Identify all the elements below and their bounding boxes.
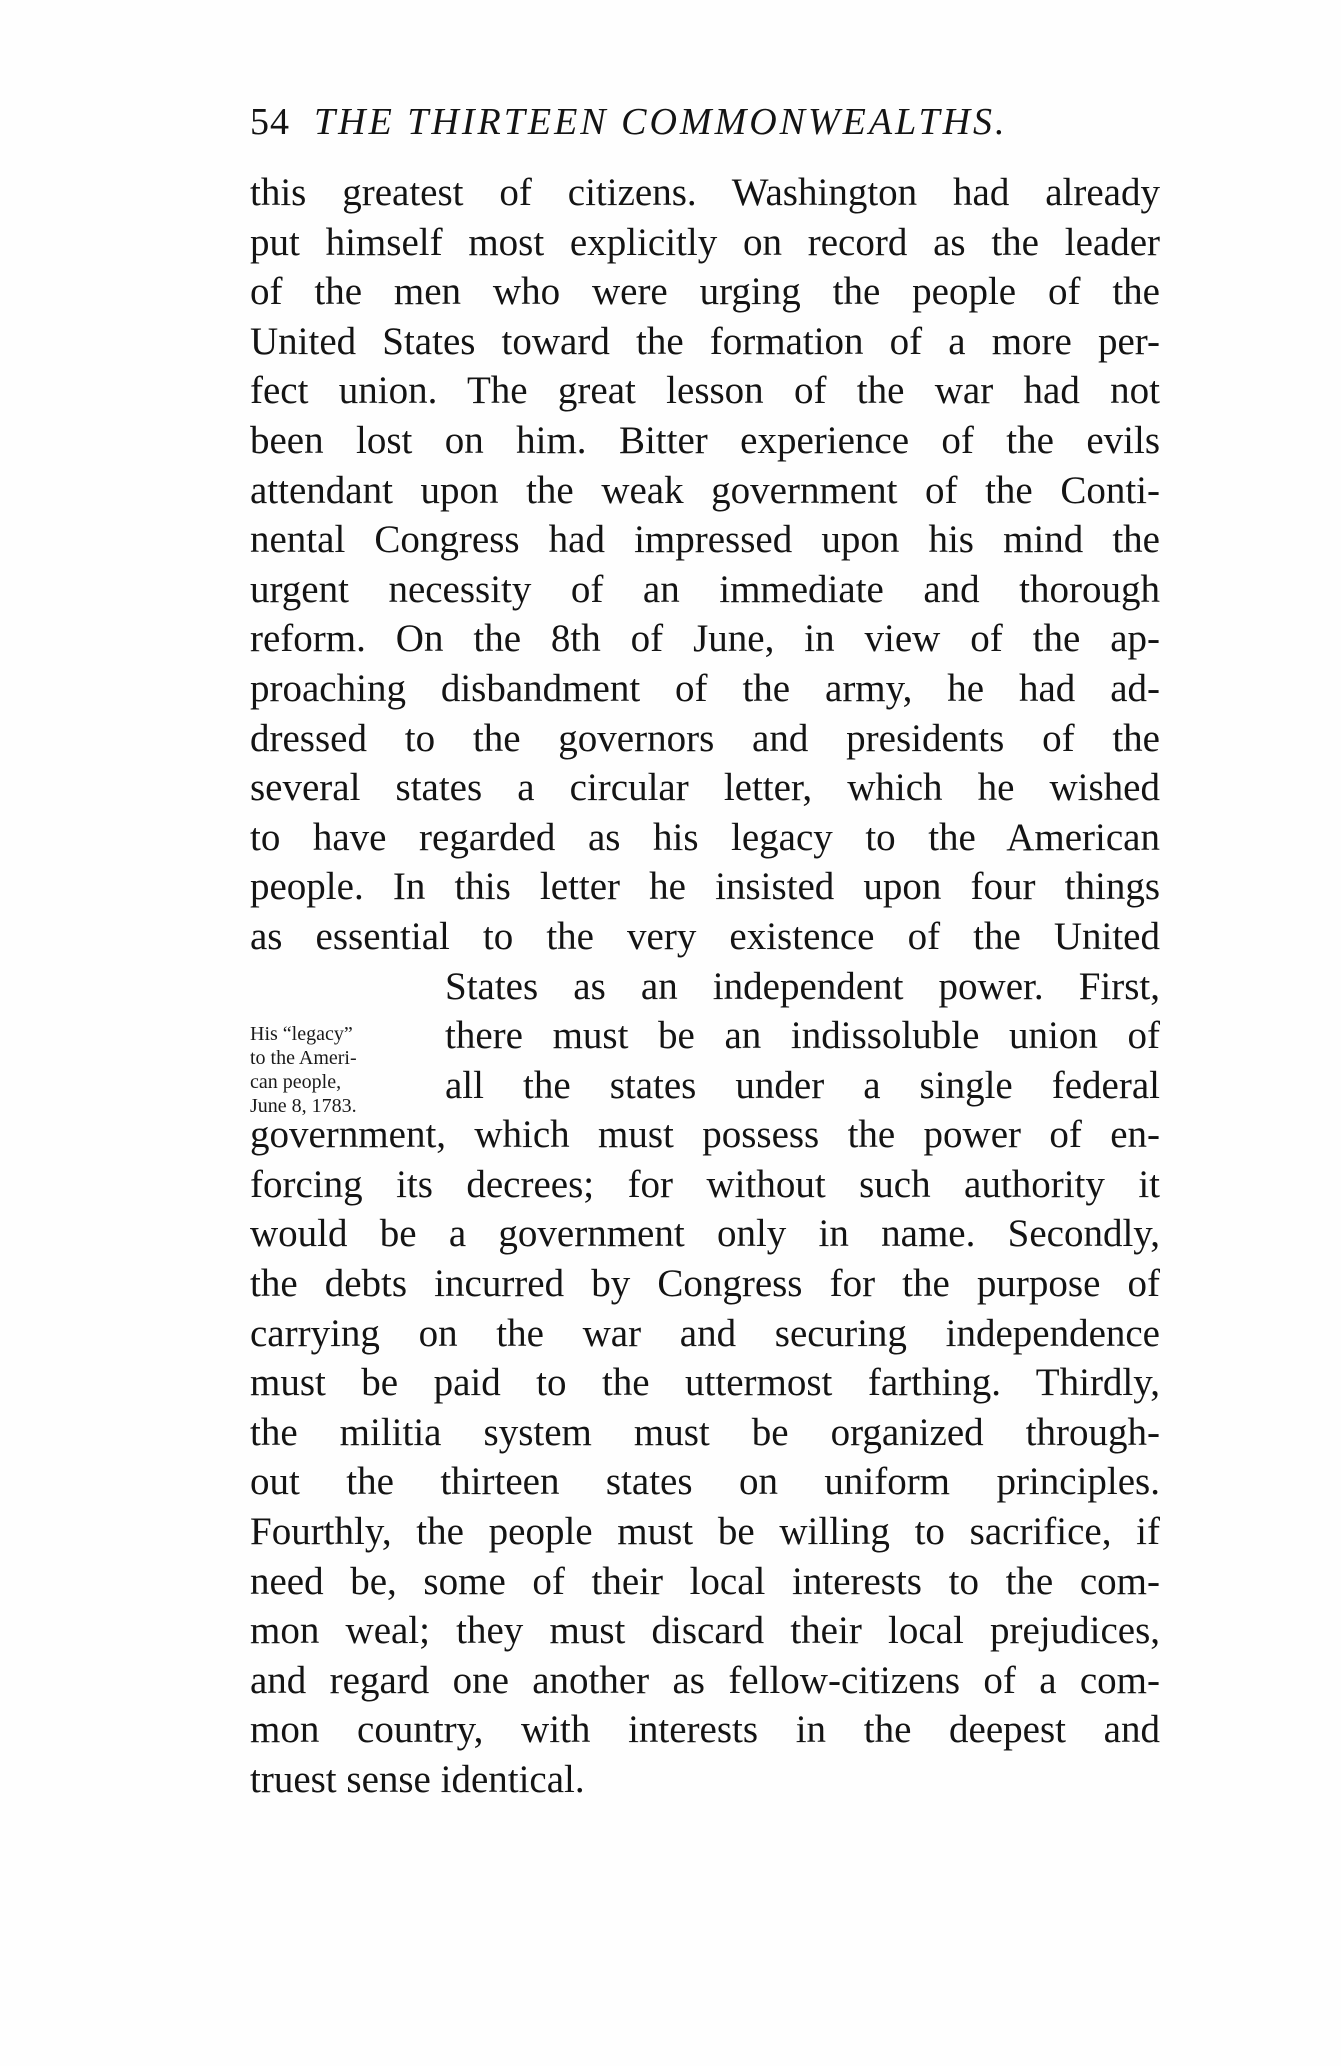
text-line: United States toward the formation of a more per- xyxy=(250,319,1160,363)
text-line: there must be an indissoluble union of xyxy=(445,1014,1160,1058)
text-line: attendant upon the weak government of the Conti- xyxy=(250,468,1160,512)
body-text xyxy=(250,168,1160,1805)
marginal-note-line: to the Ameri- xyxy=(250,1047,357,1069)
text-line: to have regarded as his legacy to the American xyxy=(250,815,1160,859)
text-line: and regard one another as fellow-citizens of a com- xyxy=(250,1658,1160,1702)
running-head xyxy=(250,100,1008,160)
text-line: mon weal; they must discard their local prejudices, xyxy=(250,1609,1160,1653)
text-line: Fourthly, the people must be willing to sacrifice, if xyxy=(250,1510,1160,1554)
marginal-note-line: can people, xyxy=(250,1071,342,1093)
running-title: THE THIRTEEN COMMONWEALTHS. xyxy=(314,101,1008,143)
text-line: fect union. The great lesson of the war had not xyxy=(250,369,1160,413)
text-line: mon country, with interests in the deepest and xyxy=(250,1708,1160,1752)
text-line: truest sense identical. xyxy=(250,1758,585,1801)
text-line: several states a circular letter, which he wished xyxy=(250,766,1160,810)
text-line: this greatest of citizens. Washington had already xyxy=(250,171,1160,214)
text-line: put himself most explicitly on record as the leader xyxy=(250,220,1160,264)
page-number: 54 xyxy=(250,101,290,143)
text-line: out the thirteen states on uniform principles. xyxy=(250,1460,1160,1504)
text-line: reform. On the 8th of June, in view of the ap- xyxy=(250,617,1160,661)
marginal-note-line: June 8, 1783. xyxy=(250,1095,357,1117)
text-line: forcing its decrees; for without such authority it xyxy=(250,1162,1160,1206)
text-line: need be, some of their local interests to the com- xyxy=(250,1559,1160,1603)
text-line: all the states under a single federal xyxy=(445,1063,1160,1107)
text-line: urgent necessity of an immediate and thorough xyxy=(250,567,1160,611)
text-line: people. In this letter he insisted upon four things xyxy=(250,865,1160,909)
text-line: government, which must possess the power of en- xyxy=(250,1113,1160,1157)
text-line: nental Congress had impressed upon his mind the xyxy=(250,518,1160,562)
text-line: carrying on the war and securing independence xyxy=(250,1311,1160,1355)
marginal-note-line: His “legacy” xyxy=(250,1023,353,1045)
text-line: would be a government only in name. Secondly, xyxy=(250,1212,1160,1256)
text-line: must be paid to the uttermost farthing. Thirdly, xyxy=(250,1361,1160,1405)
text-line: the debts incurred by Congress for the purpose of xyxy=(250,1262,1160,1306)
text-line: as essential to the very existence of the United xyxy=(250,914,1160,958)
text-line: of the men who were urging the people of the xyxy=(250,270,1160,314)
text-line: the militia system must be organized through- xyxy=(250,1410,1160,1454)
text-line: proaching disbandment of the army, he had ad- xyxy=(250,666,1160,710)
text-line: States as an independent power. First, xyxy=(445,964,1160,1008)
text-line: been lost on him. Bitter experience of the evils xyxy=(250,418,1160,462)
text-line: dressed to the governors and presidents of the xyxy=(250,716,1160,760)
